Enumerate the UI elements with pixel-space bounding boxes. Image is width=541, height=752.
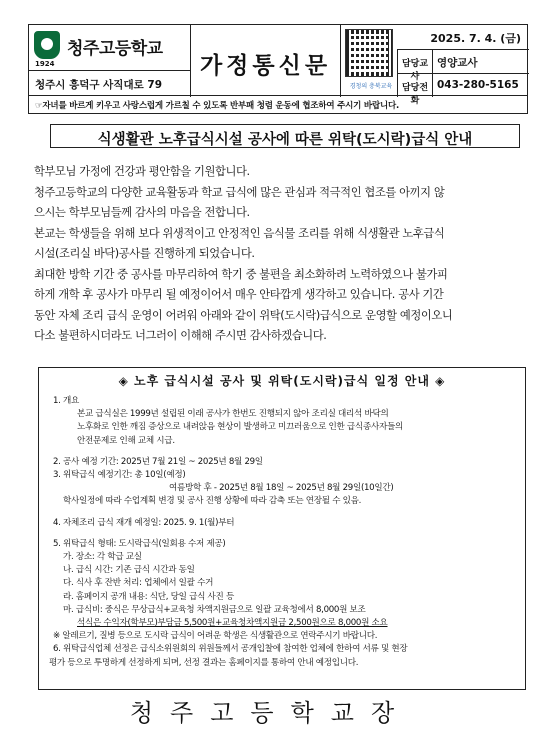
item-catering-sub: 다. 식사 후 잔반 처리: 업체에서 일괄 수거 [63,578,214,589]
item-catering-sub: 마. 급식비: 중식은 무상급식+교육청 차액지원금으로 일괄 교육청에서 8,000원 보조 [63,604,366,615]
body-line: 청주고등학교의 다양한 교육활동과 학교 급식에 많은 관심과 적극적인 협조를 아끼지 않 [34,185,445,199]
body-line: 동안 자체 조리 급식 운영이 어려워 아래와 같이 위탁(도시락)급식으로 운영할 예정이오니 [34,308,453,322]
meta-label: 담당전화 [397,74,433,97]
meta-row-teacher [397,49,529,82]
document-title: 가정통신문 [191,25,341,97]
emblem-year: 1924 [35,60,55,68]
body-line: 학부모님 가정에 건강과 평안함을 기원합니다. [34,165,250,178]
schedule-box [38,367,526,690]
item-overview-heading: 1. 개요 [53,396,80,406]
anti-corruption-slogan: ☞자녀를 바르게 키우고 사랑스럽게 가르칠 수 있도록 반부패 청렴 운동에 협조하여 주시기 바랍니다. [28,96,528,114]
item-catering-sub: 가. 장소: 각 학급 교실 [63,552,142,563]
school-logo-area [29,25,191,71]
body-line: 하게 개학 후 공사가 마무리 될 예정이어서 매우 안타깝게 생각하고 있습니다. 공사 기간 [34,288,444,301]
item-overview-line: 본교 급식실은 1999년 설립된 이래 공사가 한번도 진행되지 않아 조리실 대리석 바닥의 [77,409,389,420]
allergy-note: ※ 알레르기, 질병 등으로 도시락 급식이 어려운 학생은 식생활관으로 연락주시기 바랍니다. [53,631,378,642]
meta-label: 담당교사 [397,50,433,73]
qr-code-icon[interactable] [345,29,393,77]
item-overview-line: 안전문제로 인해 교체 시급. [77,435,175,446]
school-emblem-icon [34,31,60,59]
item-construction-period: 2. 공사 예정 기간: 2025년 7월 21일 ~ 2025년 8월 29일 [53,456,263,467]
item-catering-sub: 라. 홈페이지 공개 내용: 식단, 당일 급식 사진 등 [63,591,234,602]
item-overview-line: 노후화로 인한 깨짐 증상으로 내려앉음 현상이 발생하고 미끄러움으로 인한 급식종사자들의 [77,422,403,433]
item-catering-type: 5. 위탁급식 형태: 도시락급식(일회용 수저 제공) [53,538,226,549]
item-vendor-selection: 평가 등으로 투명하게 선정하게 되며, 선정 결과는 홈페이지를 통하여 안내 예정입니다. [49,657,359,668]
schedule-body [49,395,523,670]
document-date: 2025. 7. 4. (금) [430,32,521,45]
body-line: 시설(조리실 바닥)공사를 진행하게 되었습니다. [34,247,255,260]
principal-signature: 청주고등학교장 [129,699,412,727]
body-line: 다소 불편하시더라도 너그러이 이해해 주시면 감사하겠습니다. [34,329,327,342]
document-meta [397,25,529,106]
body-line: 으시는 학부모님들께 감사의 마음을 전합니다. [34,206,250,219]
qr-caption: 경청의 충북교육 [349,83,393,90]
meta-value: 영양교사 [437,57,478,69]
item-catering-sub: 나. 급식 시간: 기존 급식 시간과 동일 [63,565,195,576]
school-address: 청주시 흥덕구 사직대로 79 [29,71,191,97]
schedule-title: ◈ 노후 급식시설 공사 및 위탁(도시락)급식 일정 안내 ◈ [118,374,446,388]
letter-body [34,162,514,347]
body-line: 본교는 학생들을 위해 보다 위생적이고 안정적인 음식물 조리를 위해 식생활관 노후급식 [34,226,445,240]
item-catering-period: 3. 위탁급식 예정기간: 총 10일(예정) [53,470,186,481]
item-resume-date: 4. 자체조리 급식 재개 예정일: 2025. 9. 1(월)부터 [53,517,235,528]
item-dinner-cost: 석식은 수익자(학부모)부담금 5,500원+교육청차액지원금 2,500원으로 8,000원 소요 [77,618,388,629]
notice-title: 식생활관 노후급식시설 공사에 따른 위탁(도시락)급식 안내 [50,124,520,148]
school-name: 청주고등학교 [67,39,163,59]
meta-value: 043-280-5165 [437,79,519,91]
body-line: 최대한 방학 기간 중 공사를 마무리하여 학기 중 불편을 최소화하려 노력하였으나 불가피 [34,267,448,281]
item-catering-note: 학사일정에 따라 수업계획 변경 및 공사 진행 상황에 따라 감축 또는 연장될 수 있음. [63,496,362,507]
item-vendor-selection: 6. 위탁급식업체 선정은 급식소위원회의 위원들께서 공개입찰에 참여한 업체에 한하여 서류 및 현장 [53,644,408,655]
meta-row-phone [397,73,529,106]
item-catering-dates: 여름방학 후 - 2025년 8월 18일 ~ 2025년 8월 29일(10일간) [169,483,394,494]
